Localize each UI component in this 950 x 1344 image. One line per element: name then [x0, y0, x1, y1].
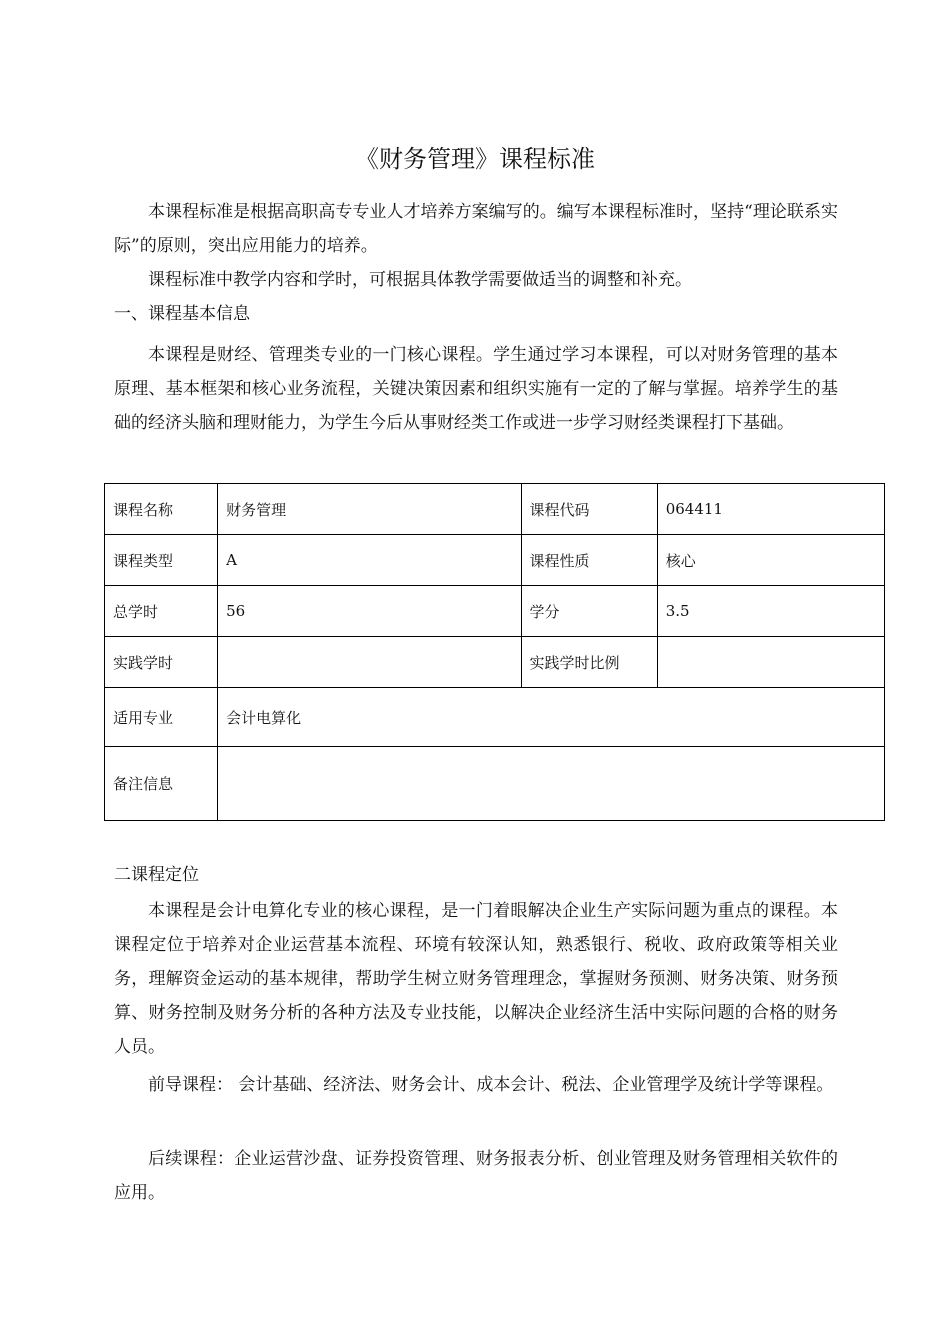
total-hours-label: 总学时 [105, 586, 218, 637]
intro-paragraph-2: 课程标准中教学内容和学时，可根据具体教学需要做适当的调整和补充。 [148, 270, 692, 290]
document-title: 《财务管理》课程标准 [355, 145, 595, 173]
table-row [105, 535, 885, 586]
practice-hours-label: 实践学时 [105, 637, 218, 688]
total-hours-value: 56 [218, 586, 521, 637]
practice-ratio-value [657, 637, 884, 688]
course-type-value: A [218, 535, 521, 586]
course-info-table [104, 483, 885, 821]
section-1-heading: 一、课程基本信息 [114, 304, 250, 324]
table-row [105, 688, 885, 747]
table-row [105, 484, 885, 535]
course-name-label: 课程名称 [105, 484, 218, 535]
course-code-value: 064411 [657, 484, 884, 535]
table-row [105, 637, 885, 688]
course-nature-label: 课程性质 [521, 535, 657, 586]
notes-label: 备注信息 [105, 747, 218, 821]
notes-value [218, 747, 885, 821]
section-2-heading: 二课程定位 [114, 865, 199, 885]
course-name-value: 财务管理 [218, 484, 521, 535]
practice-hours-value [218, 637, 521, 688]
course-code-label: 课程代码 [521, 484, 657, 535]
course-type-label: 课程类型 [105, 535, 218, 586]
credits-label: 学分 [521, 586, 657, 637]
major-label: 适用专业 [105, 688, 218, 747]
practice-ratio-label: 实践学时比例 [521, 637, 657, 688]
intro-paragraph-1: 本课程标准是根据高职高专专业人才培养方案编写的。编写本课程标准时，坚持“理论联系实际”的原则，突出应用能力的培养。 [114, 202, 838, 256]
section-2-prerequisites: 前导课程： 会计基础、经济法、财务会计、成本会计、税法、企业管理学及统计学等课程。 [148, 1075, 834, 1095]
section-1-paragraph: 本课程是财经、管理类专业的一门核心课程。学生通过学习本课程，可以对财务管理的基本原理、基本框架和核心业务流程，关键决策因素和组织实施有一定的了解与掌握。培养学生的基础的经济头脑和理财能力，为学生今后从事财经类工作或进一步学习财经类课程打下基础。 [114, 345, 838, 433]
table-row [105, 747, 885, 821]
credits-value: 3.5 [657, 586, 884, 637]
table-row [105, 586, 885, 637]
major-value: 会计电算化 [218, 688, 885, 747]
section-2-paragraph-1: 本课程是会计电算化专业的核心课程，是一门着眼解决企业生产实际问题为重点的课程。本课程定位于培养对企业运营基本流程、环境有较深认知，熟悉银行、税收、政府政策等相关业务，理解资金运动的基本规律，帮助学生树立财务管理理念，掌握财务预测、财务决策、财务预算、财务控制及财务分析的各种方法及专业技能，以解决企业经济生活中实际问题的合格的财务人员。 [114, 901, 838, 1057]
course-nature-value: 核心 [657, 535, 884, 586]
section-2-followup: 后续课程：企业运营沙盘、证券投资管理、财务报表分析、创业管理及财务管理相关软件的应用。 [114, 1149, 838, 1203]
